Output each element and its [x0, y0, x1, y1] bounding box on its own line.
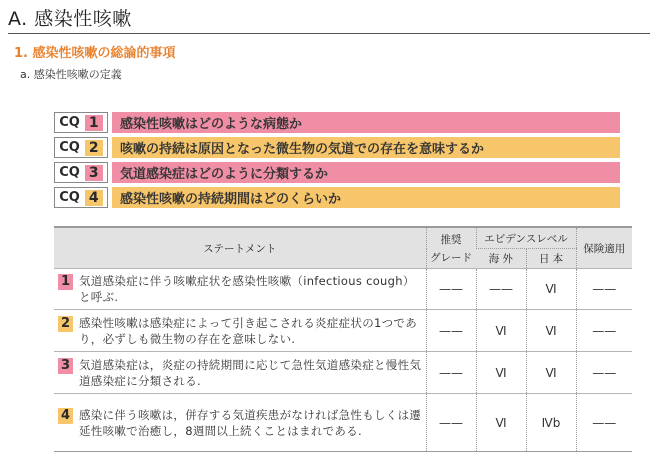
insurance-cell: ——: [576, 352, 632, 394]
table-row: [54, 269, 632, 310]
cq-tag: [54, 162, 108, 183]
cq-item: [54, 162, 620, 183]
table-row: [54, 352, 632, 394]
overseas-cell: ——: [476, 269, 526, 310]
statement-cell: [54, 394, 426, 452]
insurance-cell: ——: [576, 310, 632, 352]
grade-cell: ——: [426, 352, 476, 394]
japan-cell: Ⅵ: [526, 310, 576, 352]
cq-number: 2: [85, 140, 103, 156]
cq-label: CQ: [59, 115, 80, 130]
japan-cell: Ⅳb: [526, 394, 576, 452]
grade-cell: ——: [426, 394, 476, 452]
col-header-overseas: 海 外: [476, 249, 526, 269]
section-heading: 1. 感染性咳嗽の総論的事項: [14, 46, 176, 61]
cq-question: 感染性咳嗽の持続期間はどのくらいか: [112, 187, 620, 208]
overseas-cell: Ⅵ: [476, 394, 526, 452]
table-row: [54, 394, 632, 452]
grade-header-line1: 推奨: [440, 233, 462, 246]
statement-cell: [54, 269, 426, 310]
overseas-cell: Ⅵ: [476, 352, 526, 394]
col-header-insurance: 保険適用: [576, 227, 632, 269]
cq-item: [54, 112, 620, 133]
statement-text: 感染性咳嗽は感染症によって引き起こされる炎症症状の1つであり，必ずしも微生物の存在を意味しない.: [79, 315, 418, 346]
statement-text: 気道感染症は，炎症の持続期間に応じて急性気道感染症と慢性気道感染症に分類される.: [79, 357, 422, 388]
insurance-cell: ——: [576, 394, 632, 452]
statement-number: 2: [58, 316, 73, 332]
subsection-heading: a. 感染性咳嗽の定義: [20, 68, 122, 81]
main-heading: A. 感染性咳嗽: [8, 8, 132, 30]
cq-number: 1: [85, 115, 103, 131]
cq-tag: [54, 112, 108, 133]
statement-number: 4: [58, 408, 73, 424]
heading-divider: [8, 33, 650, 34]
cq-number: 4: [85, 190, 103, 206]
cq-number: 3: [85, 165, 103, 181]
statement-cell: [54, 310, 426, 352]
col-header-grade: [426, 227, 476, 269]
col-header-statement: ステートメント: [54, 227, 426, 269]
statement-text: 感染に伴う咳嗽は，併存する気道疾患がなければ急性もしくは遷延性咳嗽で治癒し，8週間以上続くことはまれである.: [79, 407, 422, 438]
cq-question: 気道感染症はどのように分類するか: [112, 162, 620, 183]
grade-cell: ——: [426, 269, 476, 310]
cq-label: CQ: [59, 165, 80, 180]
table-row: [54, 310, 632, 352]
cq-question: 感染性咳嗽はどのような病態か: [112, 112, 620, 133]
statement-number: 1: [58, 274, 73, 290]
statement-number: 3: [58, 358, 73, 374]
statement-table: [54, 226, 632, 452]
statement-cell: [54, 352, 426, 394]
cq-label: CQ: [59, 190, 80, 205]
statement-text: 気道感染症に伴う咳嗽症状を感染性咳嗽（infectious cough）と呼ぶ.: [79, 274, 415, 304]
grade-cell: ——: [426, 310, 476, 352]
col-header-japan: 日 本: [526, 249, 576, 269]
japan-cell: Ⅵ: [526, 269, 576, 310]
col-header-evidence: エビデンスレベル: [476, 227, 576, 249]
cq-question: 咳嗽の持続は原因となった微生物の気道での存在を意味するか: [112, 137, 620, 158]
insurance-cell: ——: [576, 269, 632, 310]
cq-tag: [54, 137, 108, 158]
cq-tag: [54, 187, 108, 208]
cq-label: CQ: [59, 140, 80, 155]
cq-item: [54, 187, 620, 208]
clinical-questions: [54, 112, 620, 212]
cq-item: [54, 137, 620, 158]
japan-cell: Ⅵ: [526, 352, 576, 394]
overseas-cell: Ⅵ: [476, 310, 526, 352]
grade-header-line2: グレード: [430, 251, 472, 264]
